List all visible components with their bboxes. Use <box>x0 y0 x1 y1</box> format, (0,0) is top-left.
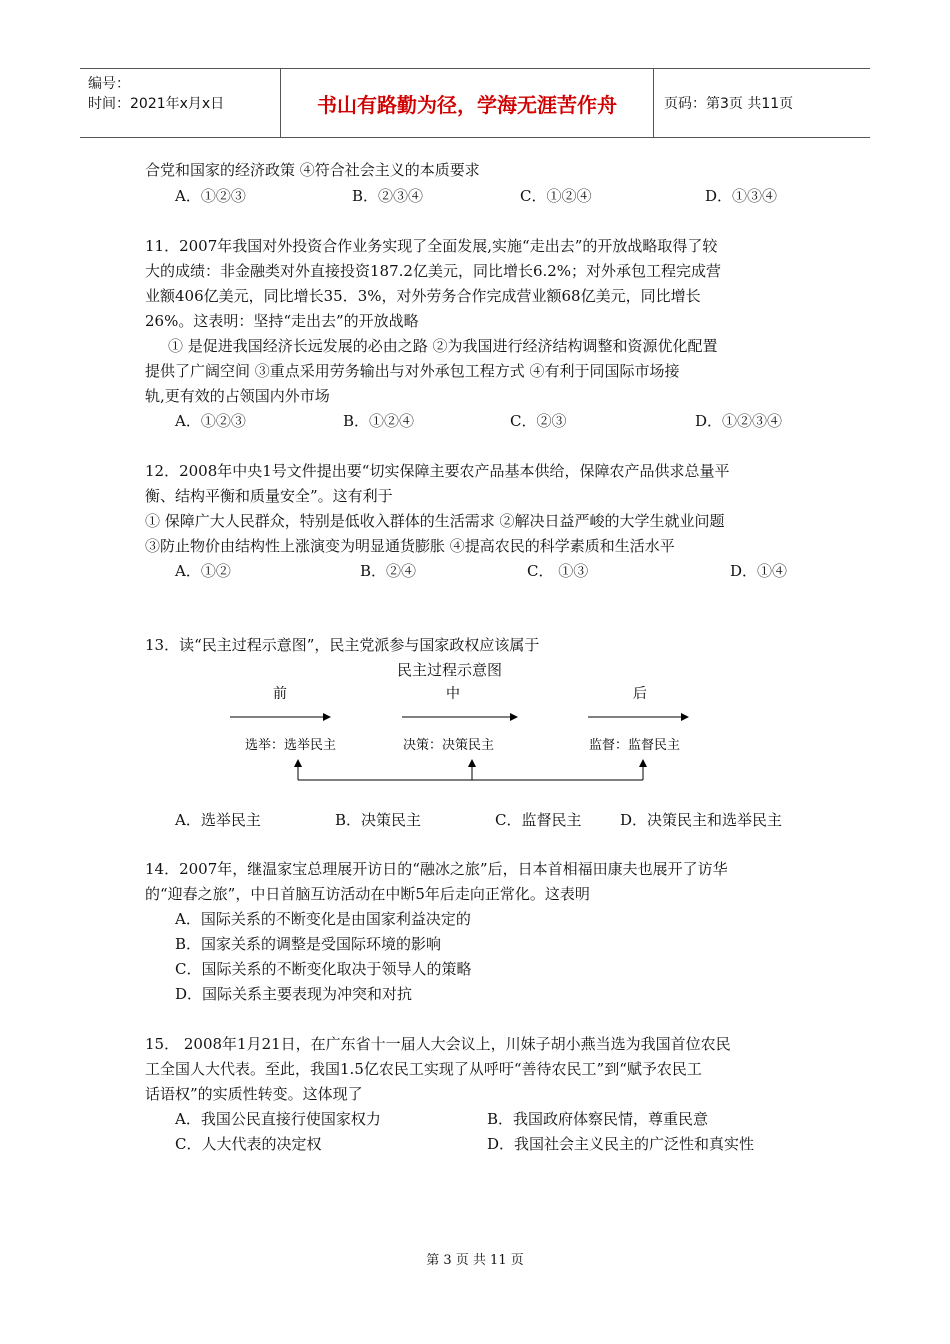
stage-before-label: 前 <box>273 686 287 702</box>
header-motto: 书山有路勤为径，学海无涯苦作舟 <box>281 69 654 137</box>
q11-option-b: B．①②④ <box>343 412 415 430</box>
q13-option-c: C．监督民主 <box>495 811 582 829</box>
q13-option-b: B．决策民主 <box>335 811 422 829</box>
q12-option-a: A．①② <box>175 562 231 580</box>
q11-line: 业额406亿美元，同比增长35．3%，对外劳务合作完成营业额68亿美元，同比增长 <box>145 287 701 305</box>
q14-line: 14．2007年，继温家宝总理展开访日的“融冰之旅”后，日本首相福田康夫也展开了访华 <box>145 860 728 878</box>
q11-line: 26%。这表明：坚持“走出去”的开放战略 <box>145 312 419 330</box>
stage-election: 选举：选举民主 <box>245 738 337 753</box>
q15-line: 工全国人大代表。至此，我国1.5亿农民工实现了从呼吁“善待农民工”到“赋予农民工 <box>145 1060 702 1078</box>
q10-option-b: B．②③④ <box>352 187 424 205</box>
q10-option-a: A．①②③ <box>175 187 246 205</box>
q12-line: ① 保障广大人民群众，特别是低收入群体的生活需求 ②解决日益严峻的大学生就业问题 <box>145 512 725 530</box>
q12-line: ③防止物价由结构性上涨演变为明显通货膨胀 ④提高农民的科学素质和生活水平 <box>145 537 675 555</box>
q11-line: 轨,更有效的占领国内外市场 <box>145 387 330 405</box>
diagram-title: 民主过程示意图 <box>397 661 503 679</box>
q11-option-c: C．②③ <box>510 412 567 430</box>
header-meta <box>80 69 281 137</box>
q11-line: 提供了广阔空间 ③重点采用劳务输出与对外承包工程方式 ④有利于同国际市场接 <box>145 362 680 380</box>
q11-line: 11．2007年我国对外投资合作业务实现了全面发展,实施“走出去”的开放战略取得了较 <box>145 237 718 255</box>
q12-option-d: D．①④ <box>730 562 788 580</box>
q15-option-a: A．我国公民直接行使国家权力 <box>175 1110 381 1128</box>
q14-option-a: A．国际关系的不断变化是由国家利益决定的 <box>175 910 471 928</box>
q10-option-d: D．①③④ <box>705 187 778 205</box>
q12-option-b: B．②④ <box>360 562 417 580</box>
q15-option-d: D．我国社会主义民主的广泛性和真实性 <box>487 1135 755 1153</box>
page-footer: 第 3 页 共 11 页 <box>426 1253 524 1268</box>
q11-line: ① 是促进我国经济长远发展的必由之路 ②为我国进行经济结构调整和资源优化配置 <box>168 337 718 355</box>
q15-option-c: C．人大代表的决定权 <box>175 1135 322 1153</box>
q14-line: 的“迎春之旅”，中日首脑互访活动在中断5年后走向正常化。这表明 <box>145 885 590 903</box>
q13-text: 13．读“民主过程示意图”，民主党派参与国家政权应该属于 <box>145 636 540 654</box>
q14-option-b: B．国家关系的调整是受国际环境的影响 <box>175 935 442 953</box>
q12-line: 衡、结构平衡和质量安全”。这有利于 <box>145 487 393 505</box>
q15-line: 话语权”的实质性转变。这体现了 <box>145 1085 363 1103</box>
q14-option-d: D．国际关系主要表现为冲突和对抗 <box>175 985 413 1003</box>
q10-option-c: C．①②④ <box>520 187 592 205</box>
q11-option-a: A．①②③ <box>175 412 246 430</box>
q12-line: 12．2008年中央1号文件提出要“切实保障主要农产品基本供给，保障农产品供求总量平 <box>145 462 730 480</box>
stage-supervision: 监督：监督民主 <box>589 738 681 753</box>
q15-option-b: B．我国政府体察民情，尊重民意 <box>487 1110 709 1128</box>
date: 时间：2021年x月x日 <box>88 96 225 112</box>
q11-option-d: D．①②③④ <box>695 412 783 430</box>
q13-option-d: D．决策民主和选举民主 <box>620 811 783 829</box>
page-header <box>80 68 870 138</box>
stage-during-label: 中 <box>446 686 460 702</box>
q11-line: 大的成绩：非金融类对外直接投资187.2亿美元，同比增长6.2%；对外承包工程完成营 <box>145 262 722 280</box>
stage-after-label: 后 <box>633 686 647 702</box>
q13-option-a: A．选举民主 <box>175 811 261 829</box>
q14-option-c: C．国际关系的不断变化取决于领导人的策略 <box>175 960 472 978</box>
q10-text: 合党和国家的经济政策 ④符合社会主义的本质要求 <box>145 161 480 179</box>
q15-line: 15． 2008年1月21日，在广东省十一届人大会议上，川妹子胡小燕当选为我国首位农民 <box>145 1035 731 1053</box>
q12-option-c: C． ①③ <box>527 562 589 580</box>
democracy-process-diagram <box>220 680 700 790</box>
header-page-number: 页码：第3页 共11页 <box>664 96 794 112</box>
stage-decision: 决策：决策民主 <box>403 738 495 753</box>
serial-number: 编号： <box>88 76 130 92</box>
